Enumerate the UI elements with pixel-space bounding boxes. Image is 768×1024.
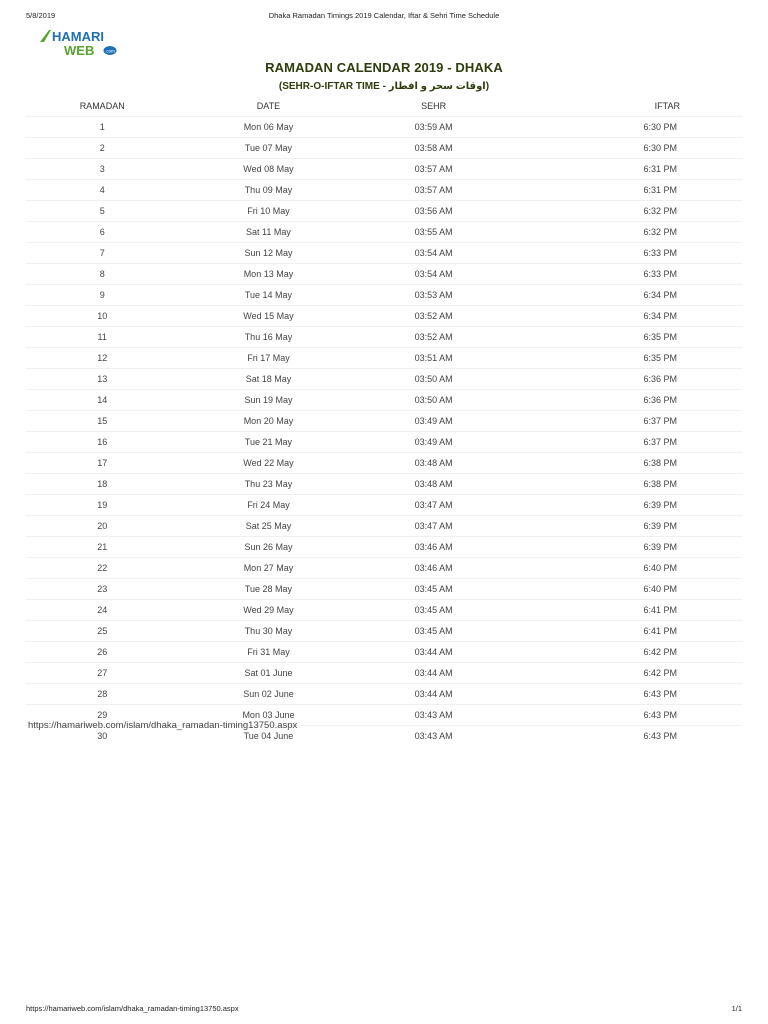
cell-sehr-time: 03:43 AM (414, 710, 453, 720)
table-row (26, 684, 742, 705)
cell-iftar-time: 6:32 PM (643, 206, 677, 216)
cell-sehr-time: 03:45 AM (414, 605, 453, 615)
cell-sehr-time: 03:44 AM (414, 689, 453, 699)
cell-iftar-time: 6:43 PM (643, 710, 677, 720)
print-footer (0, 1004, 768, 1016)
table-row (26, 138, 742, 159)
cell-ramadan-day: 22 (97, 563, 108, 573)
cell-date: Sat 18 May (245, 374, 292, 384)
logo-graphic (38, 26, 118, 58)
cell-ramadan-day: 15 (97, 416, 108, 426)
cell-ramadan-day: 21 (97, 542, 108, 552)
page-subtitle: (SEHR-O-IFTAR TIME - اوقات سحر و افطار) (278, 81, 490, 92)
table-row (26, 558, 742, 579)
table-row (26, 369, 742, 390)
cell-date: Wed 22 May (243, 458, 294, 468)
table-row (26, 600, 742, 621)
table-row (26, 222, 742, 243)
cell-sehr-time: 03:50 AM (414, 395, 453, 405)
table-row (26, 348, 742, 369)
cell-sehr-time: 03:57 AM (414, 185, 453, 195)
cell-iftar-time: 6:37 PM (643, 416, 677, 426)
cell-date: Mon 13 May (243, 269, 294, 279)
logo-line2: WEB (64, 43, 95, 58)
cell-ramadan-day: 19 (97, 500, 108, 510)
cell-sehr-time: 03:52 AM (414, 332, 453, 342)
cell-iftar-time: 6:35 PM (643, 332, 677, 342)
cell-ramadan-day: 2 (99, 143, 105, 153)
cell-date: Tue 14 May (244, 290, 293, 300)
cell-iftar-time: 6:40 PM (643, 563, 677, 573)
cell-iftar-time: 6:34 PM (643, 290, 677, 300)
table-row (26, 264, 742, 285)
logo-line1: HAMARI (52, 29, 104, 44)
cell-date: Fri 17 May (247, 353, 290, 363)
table-row (26, 327, 742, 348)
cell-ramadan-day: 4 (99, 185, 105, 195)
table-row (26, 642, 742, 663)
table-row (26, 663, 742, 684)
cell-ramadan-day: 28 (97, 689, 108, 699)
ramadan-timings-table (26, 96, 742, 746)
cell-iftar-time: 6:43 PM (643, 689, 677, 699)
cell-iftar-time: 6:39 PM (643, 500, 677, 510)
cell-ramadan-day: 6 (99, 227, 105, 237)
table-row (26, 579, 742, 600)
cell-sehr-time: 03:45 AM (414, 626, 453, 636)
cell-iftar-time: 6:42 PM (643, 647, 677, 657)
table-row (26, 411, 742, 432)
cell-date: Mon 03 June (242, 710, 295, 720)
cell-sehr-time: 03:46 AM (414, 563, 453, 573)
cell-sehr-time: 03:44 AM (414, 647, 453, 657)
cell-sehr-time: 03:53 AM (414, 290, 453, 300)
cell-date: Mon 06 May (243, 122, 294, 132)
table-row (26, 495, 742, 516)
table-row (26, 306, 742, 327)
cell-ramadan-day: 8 (99, 269, 105, 279)
cell-iftar-time: 6:33 PM (643, 269, 677, 279)
source-url-link[interactable]: https://hamariweb.com/islam/dhaka_ramadan-timing13750.aspx (28, 720, 298, 731)
cell-iftar-time: 6:33 PM (643, 248, 677, 258)
cell-sehr-time: 03:57 AM (414, 164, 453, 174)
cell-date: Thu 16 May (244, 332, 293, 342)
cell-date: Sat 01 June (244, 668, 293, 678)
cell-date: Thu 09 May (244, 185, 293, 195)
cell-iftar-time: 6:31 PM (643, 185, 677, 195)
cell-ramadan-day: 24 (97, 605, 108, 615)
cell-iftar-time: 6:39 PM (643, 542, 677, 552)
print-footer-url: https://hamariweb.com/islam/dhaka_ramadan-timing13750.aspx (26, 1004, 239, 1013)
cell-sehr-time: 03:55 AM (414, 227, 453, 237)
cell-iftar-time: 6:40 PM (643, 584, 677, 594)
cell-ramadan-day: 23 (97, 584, 108, 594)
cell-ramadan-day: 12 (97, 353, 108, 363)
page-title: RAMADAN CALENDAR 2019 - DHAKA (265, 60, 503, 75)
cell-ramadan-day: 16 (97, 437, 108, 447)
cell-ramadan-day: 13 (97, 374, 108, 384)
cell-ramadan-day: 29 (97, 710, 108, 720)
cell-ramadan-day: 5 (99, 206, 105, 216)
cell-sehr-time: 03:59 AM (414, 122, 453, 132)
cell-sehr-time: 03:51 AM (414, 353, 453, 363)
cell-date: Mon 20 May (243, 416, 294, 426)
cell-date: Thu 23 May (244, 479, 293, 489)
header-iftar: IFTAR (654, 101, 680, 111)
cell-ramadan-day: 10 (97, 311, 108, 321)
cell-iftar-time: 6:43 PM (643, 731, 677, 741)
cell-iftar-time: 6:31 PM (643, 164, 677, 174)
cell-sehr-time: 03:56 AM (414, 206, 453, 216)
logo-badge-text: .com (105, 48, 115, 54)
table-row (26, 474, 742, 495)
cell-iftar-time: 6:41 PM (643, 626, 677, 636)
table-row (26, 537, 742, 558)
cell-date: Sun 19 May (244, 395, 293, 405)
header-sehr: SEHR (421, 101, 447, 111)
cell-iftar-time: 6:36 PM (643, 374, 677, 384)
cell-sehr-time: 03:46 AM (414, 542, 453, 552)
cell-ramadan-day: 18 (97, 479, 108, 489)
cell-date: Fri 10 May (247, 206, 290, 216)
cell-iftar-time: 6:30 PM (643, 122, 677, 132)
cell-ramadan-day: 26 (97, 647, 108, 657)
cell-date: Fri 31 May (247, 647, 290, 657)
table-row (26, 453, 742, 474)
table-row (26, 621, 742, 642)
cell-iftar-time: 6:39 PM (643, 521, 677, 531)
table-row (26, 159, 742, 180)
cell-sehr-time: 03:48 AM (414, 458, 453, 468)
cell-iftar-time: 6:36 PM (643, 395, 677, 405)
cell-date: Wed 15 May (243, 311, 294, 321)
cell-ramadan-day: 11 (97, 332, 107, 342)
cell-sehr-time: 03:44 AM (414, 668, 453, 678)
logo-roof-icon (40, 30, 51, 42)
table-row (26, 390, 742, 411)
cell-sehr-time: 03:58 AM (414, 143, 453, 153)
cell-ramadan-day: 30 (97, 731, 108, 741)
cell-ramadan-day: 3 (99, 164, 105, 174)
cell-date: Fri 24 May (247, 500, 290, 510)
table-row (26, 516, 742, 537)
cell-date: Wed 29 May (243, 605, 294, 615)
table-header-row (26, 96, 742, 117)
cell-date: Tue 21 May (244, 437, 293, 447)
cell-sehr-time: 03:49 AM (414, 437, 453, 447)
cell-ramadan-day: 25 (97, 626, 108, 636)
cell-iftar-time: 6:32 PM (643, 227, 677, 237)
cell-sehr-time: 03:54 AM (414, 248, 453, 258)
cell-sehr-time: 03:52 AM (414, 311, 453, 321)
cell-ramadan-day: 27 (97, 668, 108, 678)
cell-date: Sat 11 May (246, 227, 291, 237)
cell-ramadan-day: 9 (99, 290, 105, 300)
print-date: 5/8/2019 (26, 11, 56, 20)
table-row (26, 117, 742, 138)
table-row (26, 201, 742, 222)
table-row (26, 243, 742, 264)
cell-date: Tue 07 May (244, 143, 293, 153)
cell-date: Sun 12 May (244, 248, 293, 258)
cell-sehr-time: 03:49 AM (414, 416, 453, 426)
cell-sehr-time: 03:43 AM (414, 731, 453, 741)
cell-sehr-time: 03:50 AM (414, 374, 453, 384)
cell-iftar-time: 6:38 PM (643, 479, 677, 489)
cell-ramadan-day: 14 (97, 395, 108, 405)
cell-date: Thu 30 May (244, 626, 293, 636)
cell-iftar-time: 6:30 PM (643, 143, 677, 153)
print-doc-title: Dhaka Ramadan Timings 2019 Calendar, Iftar & Sehri Time Schedule (268, 11, 500, 20)
cell-iftar-time: 6:38 PM (643, 458, 677, 468)
cell-sehr-time: 03:54 AM (414, 269, 453, 279)
cell-sehr-time: 03:45 AM (414, 584, 453, 594)
cell-iftar-time: 6:37 PM (643, 437, 677, 447)
table-row (26, 432, 742, 453)
print-page-number: 1/1 (731, 1004, 742, 1013)
cell-date: Tue 28 May (244, 584, 293, 594)
cell-ramadan-day: 7 (99, 248, 105, 258)
cell-iftar-time: 6:41 PM (643, 605, 677, 615)
cell-ramadan-day: 17 (97, 458, 108, 468)
hamariweb-logo[interactable] (38, 26, 118, 58)
cell-ramadan-day: 20 (97, 521, 108, 531)
cell-date: Wed 08 May (243, 164, 294, 174)
cell-date: Sun 02 June (243, 689, 294, 699)
cell-iftar-time: 6:42 PM (643, 668, 677, 678)
cell-sehr-time: 03:47 AM (414, 500, 453, 510)
cell-iftar-time: 6:34 PM (643, 311, 677, 321)
cell-date: Mon 27 May (243, 563, 294, 573)
table-row (26, 285, 742, 306)
print-header (0, 11, 768, 23)
cell-ramadan-day: 1 (99, 122, 105, 132)
cell-date: Tue 04 June (243, 731, 294, 741)
cell-date: Sun 26 May (244, 542, 293, 552)
cell-iftar-time: 6:35 PM (643, 353, 677, 363)
cell-sehr-time: 03:47 AM (414, 521, 453, 531)
header-ramadan: RAMADAN (79, 101, 125, 111)
table-row (26, 180, 742, 201)
header-date: DATE (256, 101, 281, 111)
cell-date: Sat 25 May (245, 521, 292, 531)
cell-sehr-time: 03:48 AM (414, 479, 453, 489)
